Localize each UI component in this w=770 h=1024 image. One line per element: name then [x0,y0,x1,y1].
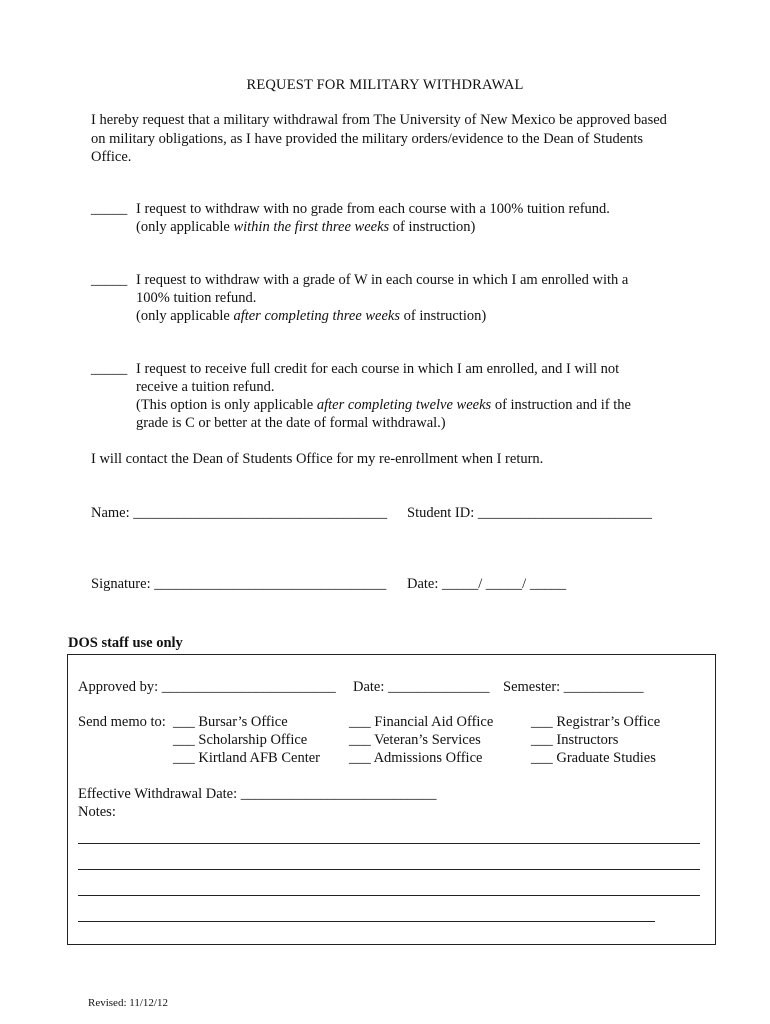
option-2-line1: I request to withdraw with a grade of W in each course in which I am enrolled with a [136,272,629,288]
memo-option-financial-aid[interactable]: ___ Financial Aid Office [349,714,494,730]
memo-column-1 [173,713,320,767]
option-1-line2: (only applicable within the first three weeks of instruction) [136,219,476,235]
revision-date: Revised: 11/12/12 [88,997,168,1009]
name-field[interactable]: Name: ___________________________________ [91,505,388,521]
option-2-blank[interactable]: _____ [91,272,128,288]
semester-field[interactable]: Semester: ___________ [503,679,644,695]
staff-date-field[interactable]: Date: ______________ [353,679,490,695]
intro-paragraph: I hereby request that a military withdrawal from The University of New Mexico be approved based on military obligations, as I have provided the military orders/evidence to the Dean of Students Office. [91,112,667,165]
option-1-line1: I request to withdraw with no grade from each course with a 100% tuition refund. [136,201,610,217]
notes-line[interactable] [78,869,700,870]
memo-option-bursar[interactable]: ___ Bursar’s Office [173,714,288,730]
memo-option-kirtland[interactable]: ___ Kirtland AFB Center [173,750,321,766]
option-3-line2: (This option is only applicable after completing twelve weeks of instruction and if the [136,397,631,413]
option-3-line1: I request to receive full credit for each course in which I am enrolled, and I will not [136,361,620,377]
memo-option-scholarship[interactable]: ___ Scholarship Office [173,732,308,748]
staff-heading: DOS staff use only [68,635,183,651]
option-2-line1b: 100% tuition refund. [136,290,257,306]
send-memo-label: Send memo to: [78,714,166,730]
form-title: REQUEST FOR MILITARY WITHDRAWAL [246,77,524,93]
memo-column-2 [349,713,493,767]
notes-label: Notes: [78,804,116,820]
contact-statement: I will contact the Dean of Students Office for my re-enrollment when I return. [91,451,544,467]
signature-field[interactable]: Signature: ________________________________ [91,576,387,592]
memo-option-admissions[interactable]: ___ Admissions Office [349,750,483,766]
memo-option-registrar[interactable]: ___ Registrar’s Office [531,714,661,730]
option-1-blank[interactable]: _____ [91,201,128,217]
option-2-line2: (only applicable after completing three weeks of instruction) [136,308,487,324]
approved-by-field[interactable]: Approved by: ________________________ [78,679,336,695]
notes-line[interactable] [78,843,700,844]
memo-column-3 [531,713,660,767]
option-3-line3: grade is C or better at the date of formal withdrawal.) [136,415,446,431]
memo-option-instructors[interactable]: ___ Instructors [531,732,619,748]
option-3-blank[interactable]: _____ [91,361,128,377]
date-field[interactable]: Date: _____/ _____/ _____ [407,576,567,592]
notes-line[interactable] [78,895,700,896]
option-3-line1b: receive a tuition refund. [136,379,275,395]
memo-option-graduate[interactable]: ___ Graduate Studies [531,750,656,766]
effective-date-field[interactable]: Effective Withdrawal Date: ___________________________ [78,786,437,802]
student-id-field[interactable]: Student ID: ________________________ [407,505,652,521]
notes-line[interactable] [78,921,655,922]
memo-option-veterans[interactable]: ___ Veteran’s Services [349,732,481,748]
